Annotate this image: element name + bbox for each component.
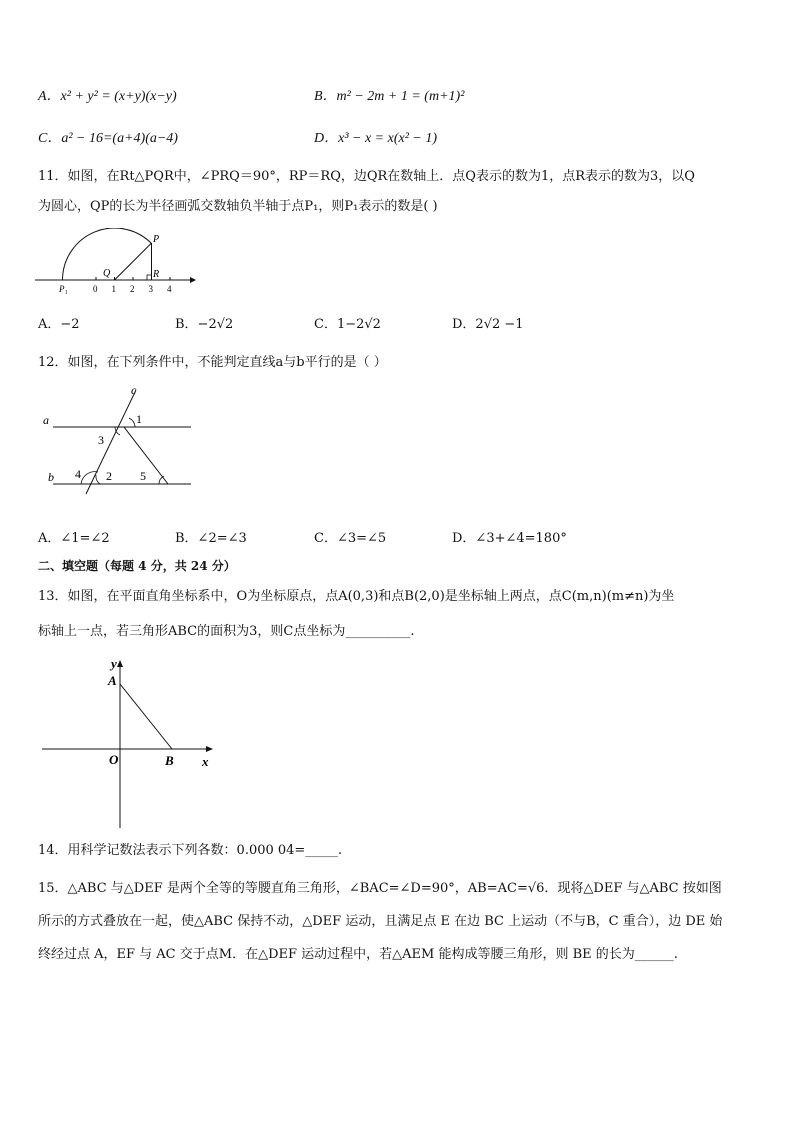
q11-option-b: B．−2√2	[175, 317, 234, 332]
label-2: 2	[106, 469, 112, 483]
q11-stem-line1: 11．如图，在Rt△PQR中，∠PRQ＝90°，RP＝RQ，边QR在数轴上．点Q表示的数为1，点R表示的数为3，以Q	[38, 169, 695, 184]
label-3: 3	[98, 433, 104, 447]
q13-stem-line1: 13．如图，在平面直角坐标系中，O为坐标原点，点A(0,3)和点B(2,0)是坐标轴上两点，点C(m,n)(m≠n)为坐	[38, 589, 675, 604]
label-4: 4	[75, 467, 81, 481]
q12-option-a: A．∠1=∠2	[38, 531, 110, 546]
label-a: a	[43, 413, 49, 427]
q12-figure	[38, 380, 198, 495]
q13-stem-line2: 标轴上一点，若三角形ABC的面积为3，则C点坐标为__________.	[38, 624, 415, 639]
tick-3: 3	[148, 284, 153, 294]
label-q: Q	[103, 268, 111, 279]
angle-1-arc	[129, 418, 135, 427]
q12-stem: 12．如图，在下列条件中，不能判定直线a与b平行的是（ ）	[38, 355, 387, 370]
q11-option-d: D．2√2 −1	[452, 317, 524, 332]
label-b: B	[165, 753, 174, 768]
q14-stem: 14．用科学记数法表示下列各数：0.000 04=_____.	[38, 843, 342, 858]
label-p1: P₁	[59, 284, 68, 294]
segment-ab	[120, 684, 172, 749]
q11-stem-line2: 为圆心，QP的长为半径画弧交数轴负半轴于点P₁，则P₁表示的数是( )	[38, 199, 438, 214]
q15-stem-line1: 15．△ABC 与△DEF 是两个全等的等腰直角三角形，∠BAC=∠D=90°，AB=AC=√6．现将△DEF 与△ABC 按如图	[38, 881, 722, 896]
label-p: P	[153, 234, 160, 245]
tick-2: 2	[130, 284, 135, 294]
angle-2-arc	[96, 475, 100, 484]
q10-option-c: C．a² − 16=(a+4)(a−4)	[38, 131, 178, 146]
q11-option-a: A．−2	[38, 317, 80, 332]
q12-option-d: D．∠3+∠4=180°	[452, 531, 567, 546]
label-5: 5	[140, 469, 146, 483]
label-a: A	[108, 673, 117, 688]
q11-figure	[30, 228, 205, 298]
label-x: x	[202, 754, 209, 769]
q15-stem-line3: 终经过点 A，EF 与 AC 交于点M．在△DEF 运动过程中，若△AEM 能构成等腰三角形，则 BE 的长为______.	[38, 947, 678, 962]
section-heading: 二、填空题（每题 4 分，共 24 分）	[38, 559, 236, 573]
q10-option-d: D．x³ − x = x(x² − 1)	[314, 131, 438, 146]
label-1: 1	[136, 412, 142, 426]
right-angle-mark	[147, 275, 152, 280]
transversal-2	[124, 427, 168, 484]
tick-4: 4	[167, 284, 172, 294]
q10-option-a: A．x² + y² = (x+y)(x−y)	[38, 89, 177, 104]
q12-option-c: C．∠3=∠5	[314, 531, 387, 546]
segment-qp	[115, 243, 152, 280]
q15-stem-line2: 所示的方式叠放在一起，使△ABC 保持不动，△DEF 运动，且满足点 E 在边 BC 上运动（不与B，C 重合），边 DE 始	[38, 914, 723, 929]
tick-0: 0	[93, 284, 98, 294]
label-b: b	[48, 470, 54, 484]
q13-figure	[38, 652, 223, 830]
q12-option-b: B．∠2=∠3	[175, 531, 247, 546]
label-c: c	[131, 383, 137, 397]
q10-option-b: B．m² − 2m + 1 = (m+1)²	[314, 89, 465, 104]
label-y: y	[111, 656, 117, 671]
number-line-arrow	[190, 277, 196, 283]
q11-option-c: C．1−2√2	[314, 317, 381, 332]
x-axis-arrow	[206, 746, 213, 752]
label-r: R	[153, 269, 160, 280]
tick-1: 1	[111, 284, 116, 294]
label-o: O	[109, 752, 119, 767]
y-axis-arrow	[117, 660, 123, 667]
